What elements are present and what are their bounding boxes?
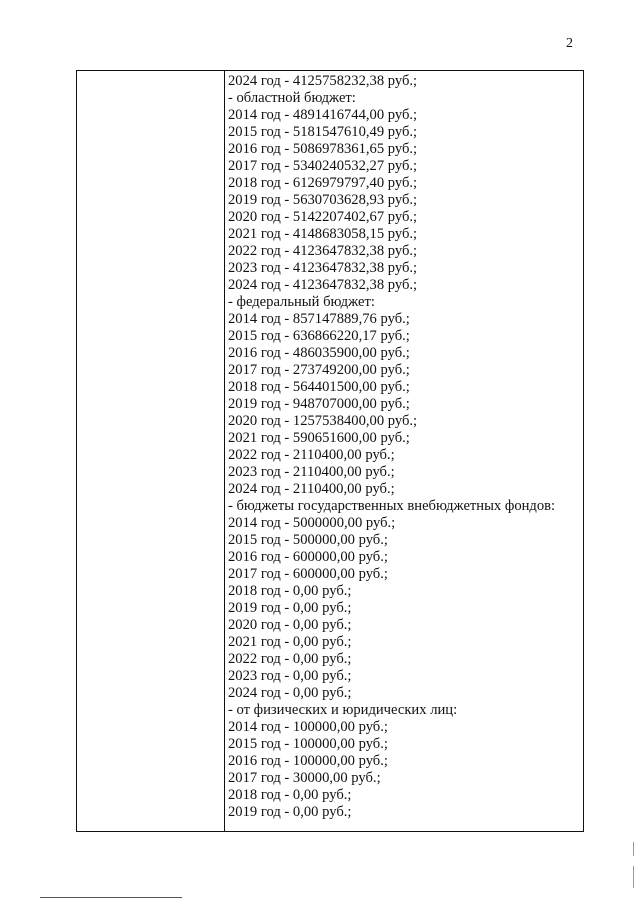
funding-line: 2015 год - 5181547610,49 руб.; [228, 124, 418, 140]
funding-line: 2018 год - 0,00 руб.; [228, 583, 352, 599]
funding-line: 2014 год - 857147889,76 руб.; [228, 311, 410, 327]
funding-line: 2022 год - 0,00 руб.; [228, 651, 352, 667]
funding-line: 2015 год - 636866220,17 руб.; [228, 328, 410, 344]
funding-line: 2014 год - 100000,00 руб.; [228, 719, 388, 735]
funding-line: 2016 год - 100000,00 руб.; [228, 753, 388, 769]
table-left-cell [77, 71, 225, 831]
funding-line: 2016 год - 486035900,00 руб.; [228, 345, 410, 361]
funding-line: 2020 год - 0,00 руб.; [228, 617, 352, 633]
funding-line: 2019 год - 0,00 руб.; [228, 804, 352, 820]
scan-edge-mark [633, 866, 634, 888]
section-heading-extrabudgetary-funds: - бюджеты государственных внебюджетных фондов: [228, 498, 556, 514]
section-heading-regional-budget: - областной бюджет: [228, 90, 356, 106]
funding-table [76, 70, 584, 832]
funding-line: 2022 год - 4123647832,38 руб.; [228, 243, 418, 259]
section-heading-federal-budget: - федеральный бюджет: [228, 294, 375, 310]
funding-line: 2020 год - 5142207402,67 руб.; [228, 209, 418, 225]
funding-line: 2024 год - 4123647832,38 руб.; [228, 277, 418, 293]
funding-line: 2020 год - 1257538400,00 руб.; [228, 413, 418, 429]
funding-line: 2015 год - 100000,00 руб.; [228, 736, 388, 752]
funding-line: 2017 год - 30000,00 руб.; [228, 770, 381, 786]
funding-line: 2019 год - 0,00 руб.; [228, 600, 352, 616]
funding-line: 2021 год - 590651600,00 руб.; [228, 430, 410, 446]
funding-line: 2024 год - 0,00 руб.; [228, 685, 352, 701]
funding-line: 2023 год - 2110400,00 руб.; [228, 464, 395, 480]
funding-line: 2019 год - 5630703628,93 руб.; [228, 192, 418, 208]
funding-line: 2021 год - 4148683058,15 руб.; [228, 226, 418, 242]
funding-line: 2016 год - 5086978361,65 руб.; [228, 141, 418, 157]
funding-line: 2024 год - 4125758232,38 руб.; [228, 73, 418, 89]
funding-line: 2014 год - 4891416744,00 руб.; [228, 107, 418, 123]
funding-line: 2019 год - 948707000,00 руб.; [228, 396, 410, 412]
funding-line: 2023 год - 4123647832,38 руб.; [228, 260, 418, 276]
funding-line: 2021 год - 0,00 руб.; [228, 634, 352, 650]
funding-line: 2016 год - 600000,00 руб.; [228, 549, 388, 565]
section-heading-individuals-and-legal-entities: - от физических и юридических лиц: [228, 702, 458, 718]
funding-line: 2022 год - 2110400,00 руб.; [228, 447, 395, 463]
footer-rule [40, 897, 182, 898]
page-number: 2 [566, 36, 573, 51]
funding-line: 2024 год - 2110400,00 руб.; [228, 481, 395, 497]
funding-line: 2018 год - 6126979797,40 руб.; [228, 175, 418, 191]
funding-line: 2017 год - 5340240532,27 руб.; [228, 158, 418, 174]
scan-edge-mark [633, 842, 634, 856]
funding-line: 2014 год - 5000000,00 руб.; [228, 515, 396, 531]
table-right-cell [225, 71, 583, 831]
funding-line: 2018 год - 0,00 руб.; [228, 787, 352, 803]
funding-line: 2023 год - 0,00 руб.; [228, 668, 352, 684]
funding-line: 2017 год - 600000,00 руб.; [228, 566, 388, 582]
funding-line: 2018 год - 564401500,00 руб.; [228, 379, 410, 395]
funding-line: 2017 год - 273749200,00 руб.; [228, 362, 410, 378]
funding-line: 2015 год - 500000,00 руб.; [228, 532, 388, 548]
